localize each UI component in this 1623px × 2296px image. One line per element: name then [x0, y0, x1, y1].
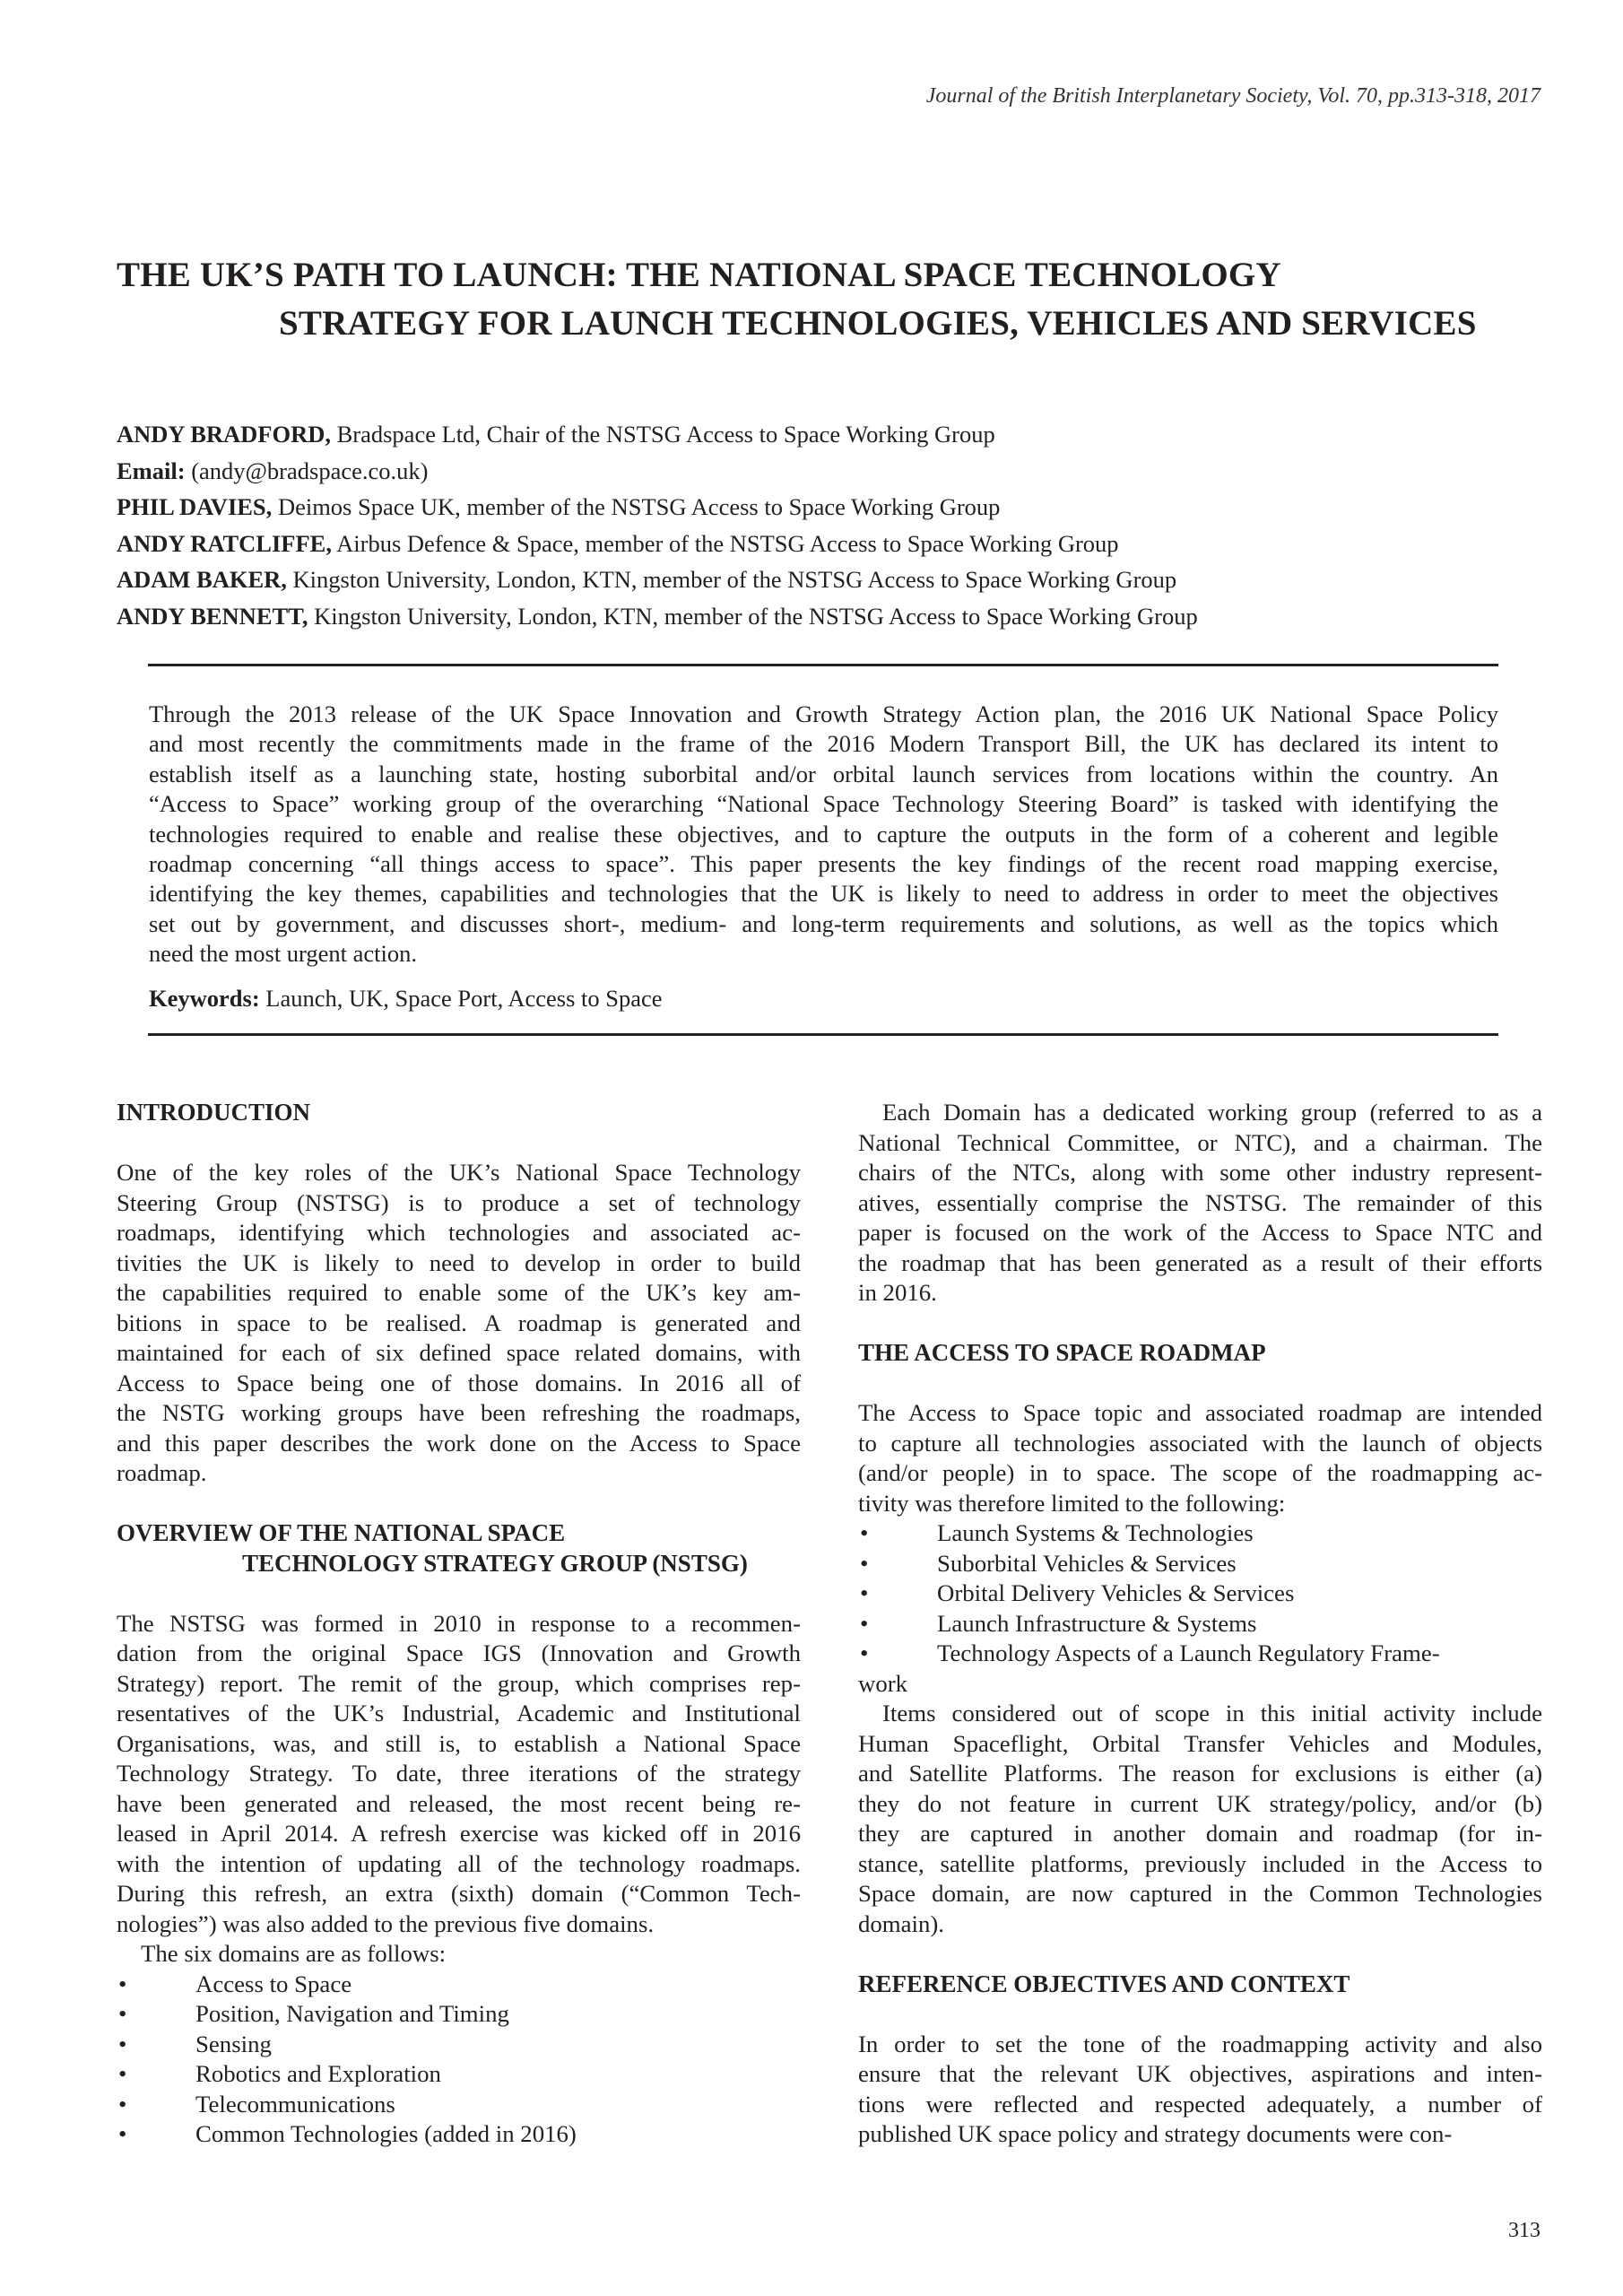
text-line: Strategy) report. The remit of the group, which comprises rep- [117, 1669, 801, 1697]
author-entry [117, 598, 1198, 635]
text-line: the NSTG working groups have been refreshing the roadmaps, [117, 1399, 801, 1426]
author-affiliation: Kingston University, London, KTN, member of the NSTSG Access to Space Working Group [286, 566, 1177, 593]
author-entry [117, 416, 1198, 453]
text-line: One of the key roles of the UK’s National Space Technology [117, 1159, 801, 1186]
text-line: stance, satellite platforms, previously included in the Access to [858, 1849, 1542, 1877]
author-affiliation: Kingston University, London, KTN, member of the NSTSG Access to Space Working Group [308, 602, 1198, 630]
author-name: ANDY BRADFORD, [117, 421, 331, 448]
author-entry [117, 453, 1198, 490]
text-line: leased in April 2014. A refresh exercise was kicked off in 2016 [117, 1820, 801, 1847]
text-line: In order to set the tone of the roadmapping activity and also [858, 2030, 1542, 2057]
list-item-text: Common Technologies (added in 2016) [195, 2120, 577, 2147]
abstract-line: “Access to Space” working group of the overarching “National Space Technology Steering Board” is tasked with identifying the [149, 790, 1498, 818]
section-heading-overview-line-2: TECHNOLOGY STRATEGY GROUP (NSTSG) [242, 1549, 748, 1577]
text-line: During this refresh, an extra (sixth) domain (“Common Tech- [117, 1880, 801, 1907]
text-line: maintained for each of six defined space related domains, with [117, 1339, 801, 1366]
text-line: to capture all technologies associated with the launch of objects [858, 1429, 1542, 1457]
section-heading-overview-line-1: OVERVIEW OF THE NATIONAL SPACE [117, 1519, 566, 1546]
abstract-line: need the most urgent action. [149, 940, 418, 968]
abstract-line: technologies required to enable and realise these objectives, and to capture the outputs in the form of a coherent and legible [149, 820, 1498, 848]
left-column [117, 1098, 801, 2150]
text-line: The NSTSG was formed in 2010 in response to a recommen- [117, 1609, 801, 1637]
text-line: resentatives of the UK’s Industrial, Academic and Institutional [117, 1700, 801, 1726]
author-list [117, 416, 1198, 634]
page-number: 313 [1508, 2219, 1541, 2242]
running-head: Journal of the British Interplanetary Society, Vol. 70, pp.313-318, 2017 [925, 84, 1541, 108]
abstract-line: establish itself as a launching state, hosting suborbital and/or orbital launch services from locations within the country. An [149, 760, 1498, 787]
text-line: roadmap. [117, 1459, 207, 1486]
text-line: Access to Space being one of those domains. In 2016 all of [117, 1369, 801, 1396]
bullet-icon: • [118, 2030, 127, 2057]
abstract [149, 700, 1498, 970]
list-item [117, 1970, 801, 2000]
list-item-text: Suborbital Vehicles & Services [937, 1549, 1237, 1577]
text-line: Technology Strategy. To date, three iterations of the strategy [117, 1760, 801, 1787]
text-line: nologies”) was also added to the previous five domains. [117, 1909, 655, 1937]
author-affiliation[interactable]: (andy@bradspace.co.uk) [185, 457, 429, 484]
list-item [117, 1999, 801, 2030]
text-line: atives, essentially comprise the NSTSG. The remainder of this [858, 1188, 1542, 1216]
abstract-line: identifying the key themes, capabilities and technologies that the UK is likely to need to address in order to meet the objectives [149, 880, 1498, 908]
text-line: tions were reflected and respected adequately, a number of [858, 2090, 1542, 2118]
domain-paragraph [858, 1098, 1542, 1309]
bullet-icon: • [860, 1519, 869, 1546]
text-line: in 2016. [858, 1279, 937, 1306]
list-item-text: Access to Space [195, 1970, 352, 1997]
bullet-icon: • [118, 2120, 127, 2147]
abstract-top-rule [148, 664, 1498, 666]
bullet-icon: • [118, 2060, 127, 2087]
domains-list [117, 1970, 801, 2150]
author-entry [117, 526, 1198, 562]
text-line: National Technical Committee, or NTC), and a chairman. The [858, 1128, 1542, 1156]
text-line: published UK space policy and strategy documents were con- [858, 2120, 1453, 2147]
text-line: Steering Group (NSTSG) is to produce a set of technology [117, 1188, 801, 1216]
text-line: paper is focused on the work of the Access to Space NTC and [858, 1219, 1542, 1246]
text-line: they are captured in another domain and roadmap (for in- [858, 1820, 1542, 1847]
list-item-text: Launch Infrastructure & Systems [937, 1609, 1257, 1637]
text-line: ensure that the relevant UK objectives, aspirations and inten- [858, 2060, 1542, 2087]
list-item [858, 1609, 1542, 1639]
author-name: PHIL DAVIES, [117, 493, 273, 520]
exclusion-paragraph [858, 1699, 1542, 1939]
author-affiliation: Deimos Space UK, member of the NSTSG Access to Space Working Group [272, 493, 1001, 520]
list-item [858, 1578, 1542, 1609]
overview-paragraph [117, 1609, 801, 1940]
text-line: Human Spaceflight, Orbital Transfer Vehicles and Modules, [858, 1729, 1542, 1757]
bullet-icon: • [118, 2090, 127, 2118]
text-line: Organisations, was, and still is, to establish a National Space [117, 1729, 801, 1757]
list-item-text: Sensing [195, 2030, 272, 2057]
reference-paragraph [858, 2030, 1542, 2150]
section-heading-reference-objectives: REFERENCE OBJECTIVES AND CONTEXT [858, 1970, 1350, 1997]
keywords-label: Keywords: [149, 985, 260, 1012]
author-affiliation: Airbus Defence & Space, member of the NSTSG Access to Space Working Group [331, 529, 1119, 557]
list-item-text: Telecommunications [195, 2090, 395, 2118]
text-line: domain). [858, 1909, 945, 1937]
bullet-icon: • [118, 1970, 127, 1997]
scope-list [858, 1518, 1542, 1699]
bullet-icon: • [860, 1639, 869, 1666]
abstract-line: roadmap concerning “all things access to space”. This paper presents the key findings of the recent road mapping exercise, [149, 850, 1498, 878]
abstract-line: set out by government, and discusses short-, medium- and long-term requirements and solutions, as well as the topics which [149, 909, 1498, 937]
abstract-line: and most recently the commitments made in the frame of the 2016 Modern Transport Bill, the UK has declared its intent to [149, 730, 1498, 758]
paper-title-line-2: STRATEGY FOR LAUNCH TECHNOLOGIES, VEHICLES AND SERVICES [279, 304, 1477, 343]
text-line: they do not feature in current UK strategy/policy, and/or (b) [858, 1789, 1542, 1817]
text-line: the capabilities required to enable some of the UK’s key am- [117, 1279, 801, 1306]
list-item [117, 2119, 801, 2150]
section-heading-access-roadmap: THE ACCESS TO SPACE ROADMAP [858, 1339, 1266, 1366]
abstract-bottom-rule [148, 1033, 1498, 1036]
bullet-icon: • [860, 1609, 869, 1637]
author-name: Email: [117, 457, 186, 484]
domains-intro: The six domains are as follows: [141, 1940, 447, 1967]
list-item [858, 1549, 1542, 1579]
list-item [117, 2059, 801, 2090]
bullet-icon: • [860, 1549, 869, 1577]
text-line: The Access to Space topic and associated roadmap are intended [858, 1399, 1542, 1426]
text-line: tivities the UK is likely to need to develop in order to build [117, 1248, 801, 1276]
text-line: roadmaps, identifying which technologies and associated ac- [117, 1219, 801, 1246]
roadmap-paragraph [858, 1398, 1542, 1518]
text-line: Each Domain has a dedicated working group (referred to as a [882, 1099, 1542, 1126]
text-line: Space domain, are now captured in the Common Technologies [858, 1880, 1542, 1907]
text-line: have been generated and released, the most recent being re- [117, 1789, 801, 1817]
author-entry [117, 489, 1198, 526]
list-item [858, 1518, 1542, 1549]
list-item-continuation: work [858, 1669, 908, 1697]
author-name: ADAM BAKER, [117, 566, 287, 593]
text-line: (and/or people) in to space. The scope of the roadmapping ac- [858, 1459, 1542, 1486]
list-item [117, 2090, 801, 2120]
author-entry [117, 561, 1198, 598]
author-affiliation: Bradspace Ltd, Chair of the NSTSG Access to Space Working Group [330, 421, 995, 448]
text-line: with the intention of updating all of the technology roadmaps. [117, 1849, 801, 1877]
list-item [117, 2030, 801, 2060]
text-line: tivity was therefore limited to the following: [858, 1489, 1286, 1517]
text-line: and Satellite Platforms. The reason for exclusions is either (a) [858, 1760, 1542, 1787]
text-line: and this paper describes the work done on the Access to Space [117, 1429, 801, 1457]
list-item-text: Orbital Delivery Vehicles & Services [937, 1579, 1295, 1606]
text-line: dation from the original Space IGS (Innovation and Growth [117, 1639, 801, 1666]
list-item [858, 1639, 1542, 1669]
list-item-text: Technology Aspects of a Launch Regulatory Frame- [937, 1639, 1440, 1666]
keywords [149, 985, 663, 1013]
text-line: bitions in space to be realised. A roadmap is generated and [117, 1309, 801, 1336]
text-line: Items considered out of scope in this initial activity include [882, 1700, 1542, 1726]
list-item-text: Launch Systems & Technologies [937, 1519, 1254, 1546]
introduction-paragraph [117, 1158, 801, 1489]
abstract-line: Through the 2013 release of the UK Space Innovation and Growth Strategy Action plan, the 2016 UK National Space Policy [149, 700, 1498, 727]
author-name: ANDY BENNETT, [117, 602, 308, 630]
keywords-value: Launch, UK, Space Port, Access to Space [259, 985, 663, 1012]
text-line: chairs of the NTCs, along with some other industry represent- [858, 1159, 1542, 1186]
bullet-icon: • [118, 2000, 127, 2027]
author-name: ANDY RATCLIFFE, [117, 529, 332, 557]
bullet-icon: • [860, 1579, 869, 1606]
list-item-text: Robotics and Exploration [195, 2060, 441, 2087]
text-line: the roadmap that has been generated as a result of their efforts [858, 1248, 1542, 1276]
list-item-text: Position, Navigation and Timing [195, 2000, 509, 2027]
paper-title-line-1: THE UK’S PATH TO LAUNCH: THE NATIONAL SPACE TECHNOLOGY [117, 256, 1281, 294]
section-heading-introduction: INTRODUCTION [117, 1099, 311, 1126]
right-column [858, 1098, 1542, 2150]
